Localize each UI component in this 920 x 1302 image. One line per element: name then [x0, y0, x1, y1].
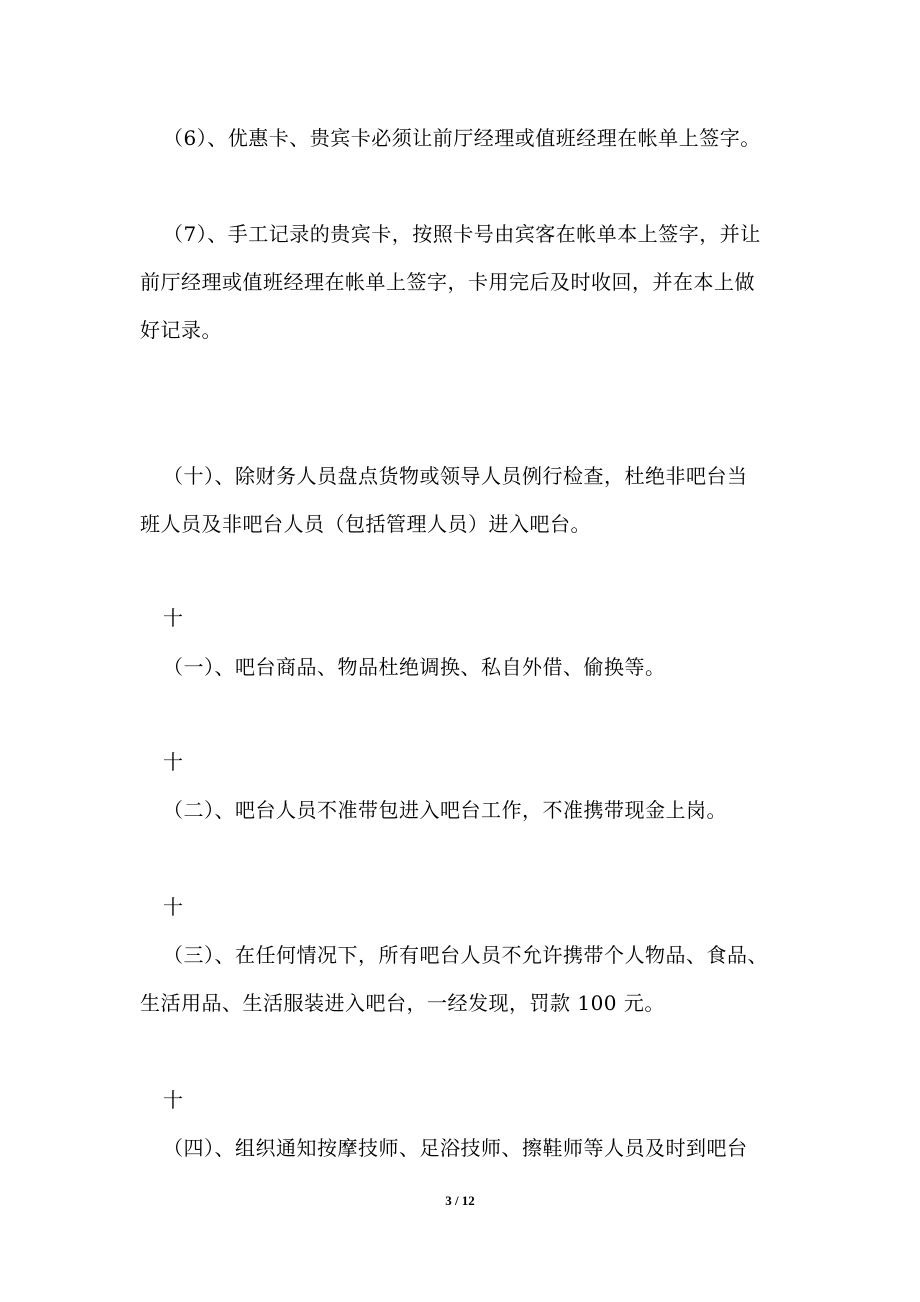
- section-3-line-1: （三）、在任何情况下，所有吧台人员不允许携带个人物品、食品、: [163, 943, 768, 967]
- paragraph-7-line-1: （7）、手工记录的贵宾卡，按照卡号由宾客在帐单本上签字，并让: [163, 222, 761, 246]
- paragraph-10-line-2: 班人员及非吧台人员（包括管理人员）进入吧台。: [140, 512, 591, 536]
- paragraph-7-line-3: 好记录。: [140, 318, 222, 342]
- paragraph-10-line-1: （十）、除财务人员盘点货物或领导人员例行检查，杜绝非吧台当: [163, 464, 748, 488]
- section-2-line-1: （二）、吧台人员不准带包进入吧台工作，不准携带现金上岗。: [163, 798, 727, 822]
- section-3-heading: 十: [163, 895, 184, 919]
- paragraph-6-line-1: （6）、优惠卡、贵宾卡必须让前厅经理或值班经理在帐单上签字。: [163, 126, 761, 150]
- section-1-heading: 十: [163, 606, 184, 630]
- section-1-line-1: （一）、吧台商品、物品杜绝调换、私自外借、偷换等。: [163, 655, 666, 679]
- section-2-heading: 十: [163, 750, 184, 774]
- section-4-heading: 十: [163, 1088, 184, 1112]
- page-number: 3 / 12: [445, 1193, 475, 1208]
- section-3-line-2: 生活用品、生活服装进入吧台，一经发现，罚款 100 元。: [140, 991, 665, 1015]
- section-4-line-1: （四）、组织通知按摩技师、足浴技师、擦鞋师等人员及时到吧台: [163, 1136, 748, 1160]
- paragraph-7-line-2: 前厅经理或值班经理在帐单上签字，卡用完后及时收回，并在本上做: [140, 270, 755, 294]
